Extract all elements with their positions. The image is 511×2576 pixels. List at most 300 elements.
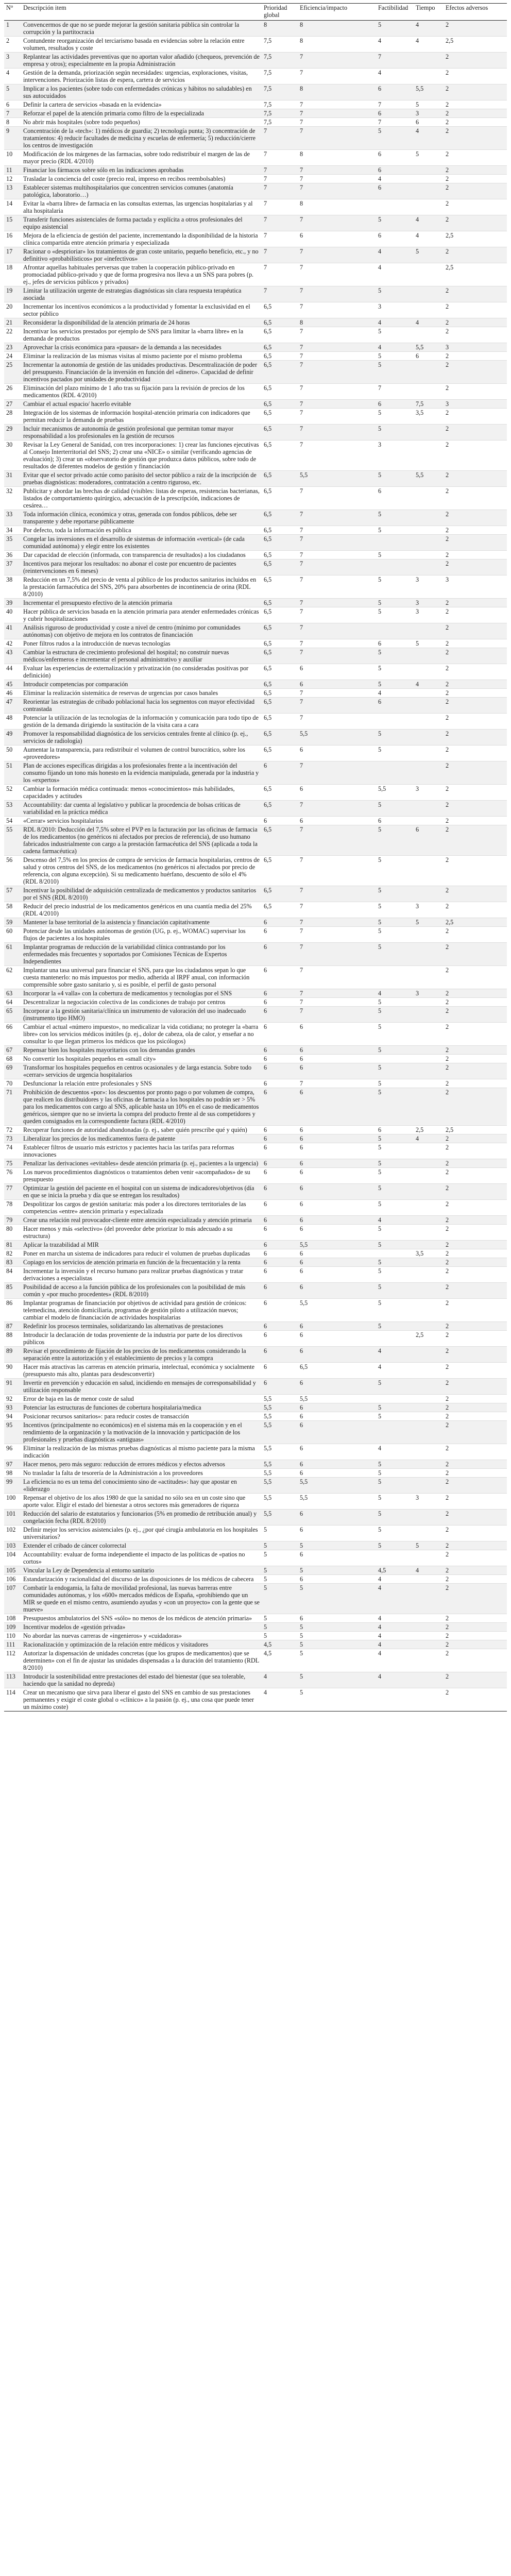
cell-adverse-effects: 2,5 bbox=[444, 918, 507, 927]
cell-description: Accountability: evaluar de forma independiente el impacto de las políticas de «patios no cortos» bbox=[21, 1550, 262, 1566]
table-row bbox=[4, 1143, 507, 1159]
cell-time bbox=[414, 286, 444, 302]
cell-number: 63 bbox=[4, 989, 21, 998]
cell-description: Hacer menos, pero más seguro: reducción de errores médicos y efectos adversos bbox=[21, 1460, 262, 1469]
cell-time bbox=[414, 425, 444, 440]
table-row bbox=[4, 560, 507, 575]
cell-description: Incorporar a la gestión sanitaria/clínica un instrumento de valoración del uso inadecuado (instrumento tipo HMO) bbox=[21, 1007, 262, 1023]
cell-efficiency: 8 bbox=[298, 37, 376, 53]
cell-adverse-effects: 2 bbox=[444, 664, 507, 680]
cell-number: 47 bbox=[4, 698, 21, 714]
cell-adverse-effects: 2 bbox=[444, 1395, 507, 1403]
cell-number: 64 bbox=[4, 998, 21, 1007]
cell-description: Definir mejor los servicios asistenciales (p. ej., ¿por qué cirugía ambulatoria en los hospitales universitarios? bbox=[21, 1526, 262, 1541]
cell-time: 3 bbox=[414, 1494, 444, 1510]
cell-time bbox=[414, 1079, 444, 1088]
table-row bbox=[4, 487, 507, 510]
cell-time bbox=[414, 1623, 444, 1632]
cell-efficiency: 7 bbox=[298, 607, 376, 623]
cell-priority: 6,5 bbox=[262, 745, 298, 761]
cell-time bbox=[414, 1632, 444, 1640]
table-row bbox=[4, 698, 507, 714]
table-row bbox=[4, 1267, 507, 1283]
cell-description: Crear una relación real provocador-cliente entre atención especializada y atención primaria bbox=[21, 1216, 262, 1225]
cell-number: 111 bbox=[4, 1640, 21, 1649]
cell-description: Implicar a los pacientes (sobre todo con enfermedades crónicas y hábitos no saludables) en sus autocuidados bbox=[21, 84, 262, 100]
cell-time bbox=[414, 1258, 444, 1267]
cell-time bbox=[414, 689, 444, 698]
cell-efficiency: 7 bbox=[298, 689, 376, 698]
cell-time bbox=[414, 1421, 444, 1444]
cell-adverse-effects: 2 bbox=[444, 286, 507, 302]
cell-adverse-effects: 2 bbox=[444, 175, 507, 183]
cell-feasibility: 4 bbox=[376, 1614, 414, 1623]
cell-adverse-effects: 2 bbox=[444, 1460, 507, 1469]
table-row bbox=[4, 526, 507, 535]
cell-description: Análisis riguroso de productividad y coste a nivel de centro (mínimo por comunidades autónomas) con objetivo de mejora en los contratos de financiación bbox=[21, 623, 262, 639]
cell-efficiency: 6 bbox=[298, 785, 376, 801]
table-row bbox=[4, 1046, 507, 1055]
cell-priority: 5,5 bbox=[262, 1478, 298, 1494]
cell-feasibility bbox=[376, 1331, 414, 1347]
cell-adverse-effects: 2 bbox=[444, 825, 507, 856]
cell-feasibility: 5 bbox=[376, 361, 414, 384]
table-row bbox=[4, 785, 507, 801]
cell-number: 58 bbox=[4, 902, 21, 918]
cell-description: Racionalización y optimización de la relación entre médicos y visitadores bbox=[21, 1640, 262, 1649]
cell-feasibility: 5 bbox=[376, 1283, 414, 1299]
cell-efficiency: 7 bbox=[298, 966, 376, 989]
table-row bbox=[4, 1063, 507, 1079]
table-row bbox=[4, 1395, 507, 1403]
cell-description: Introducir la sostenibilidad entre prestaciones del estado del bienestar (que sea tolerable, haciendo que la sanidad no depreda) bbox=[21, 1672, 262, 1688]
cell-time bbox=[414, 998, 444, 1007]
cell-adverse-effects: 2 bbox=[444, 21, 507, 37]
cell-description: Establecer sistemas multihospitalarios que concentren servicios comunes (anatomía patológica, laboratorio…) bbox=[21, 183, 262, 199]
cell-time: 4 bbox=[414, 318, 444, 327]
cell-description: Mejora de la eficiencia de gestión del paciente, incrementando la disponibilidad de la historia clínica compartida entre atención primaria y especializada bbox=[21, 231, 262, 247]
cell-efficiency: 6 bbox=[298, 680, 376, 689]
cell-priority: 6,5 bbox=[262, 526, 298, 535]
cell-efficiency: 7 bbox=[298, 918, 376, 927]
cell-description: Extender el cribado de cáncer colorrectal bbox=[21, 1541, 262, 1550]
cell-number: 3 bbox=[4, 53, 21, 69]
cell-description: Posibilidad de acceso a la función pública de los profesionales con la posibilidad de más común y «por mucho procedentes» (RDL 8/2010) bbox=[21, 1283, 262, 1299]
cell-description: Introducir competencias por comparación bbox=[21, 680, 262, 689]
cell-priority: 6,5 bbox=[262, 400, 298, 409]
cell-description: No trasladar la falta de tesorería de la Administración a los proveedores bbox=[21, 1469, 262, 1478]
cell-time bbox=[414, 1283, 444, 1299]
cell-time: 3 bbox=[414, 607, 444, 623]
cell-efficiency: 7 bbox=[298, 761, 376, 785]
cell-time: 6 bbox=[414, 352, 444, 361]
cell-adverse-effects: 2 bbox=[444, 785, 507, 801]
cell-efficiency: 6 bbox=[298, 1469, 376, 1478]
cell-number: 103 bbox=[4, 1541, 21, 1550]
cell-efficiency: 6 bbox=[298, 1159, 376, 1168]
cell-priority: 6,5 bbox=[262, 801, 298, 817]
cell-number: 42 bbox=[4, 639, 21, 648]
cell-feasibility: 5 bbox=[376, 943, 414, 966]
cell-description: Hacer menos y más «selectivo» (del proveedor debe priorizar lo más adecuado a su estructura) bbox=[21, 1225, 262, 1241]
cell-time bbox=[414, 1460, 444, 1469]
cell-number: 25 bbox=[4, 361, 21, 384]
cell-time bbox=[414, 817, 444, 825]
cell-number: 29 bbox=[4, 425, 21, 440]
table-row bbox=[4, 1575, 507, 1584]
cell-feasibility: 5 bbox=[376, 510, 414, 526]
cell-efficiency: 7 bbox=[298, 714, 376, 730]
cell-number: 87 bbox=[4, 1322, 21, 1331]
cell-efficiency: 6 bbox=[298, 1403, 376, 1412]
table-row bbox=[4, 1379, 507, 1395]
cell-description: Poner en marcha un sistema de indicadores para reducir el volumen de pruebas duplicadas bbox=[21, 1249, 262, 1258]
table-row bbox=[4, 1168, 507, 1184]
cell-time bbox=[414, 263, 444, 286]
cell-number: 22 bbox=[4, 327, 21, 343]
cell-feasibility: 6 bbox=[376, 817, 414, 825]
cell-priority: 6,5 bbox=[262, 599, 298, 607]
cell-adverse-effects: 2 bbox=[444, 247, 507, 263]
table-row bbox=[4, 902, 507, 918]
cell-priority: 6,5 bbox=[262, 825, 298, 856]
cell-efficiency: 7 bbox=[298, 183, 376, 199]
cell-time: 5 bbox=[414, 150, 444, 166]
cell-time bbox=[414, 1267, 444, 1283]
cell-priority: 8 bbox=[262, 21, 298, 37]
cell-priority: 5 bbox=[262, 1526, 298, 1541]
cell-adverse-effects: 2 bbox=[444, 535, 507, 551]
cell-description: Financiar los fármacos sobre sólo en las indicaciones aprobadas bbox=[21, 166, 262, 175]
cell-adverse-effects: 2 bbox=[444, 1614, 507, 1623]
cell-description: Transformar los hospitales pequeños en centros ocasionales y de larga estancia. Sobre todo «cerrar» servicios de urgencia hospitalarios bbox=[21, 1063, 262, 1079]
cell-efficiency: 6 bbox=[298, 1249, 376, 1258]
cell-time: 5,5 bbox=[414, 343, 444, 352]
cell-priority: 6,5 bbox=[262, 384, 298, 400]
cell-description: Replantear las actividades preventivas que no aportan valor añadido (chequeos, prevención de empresa y otros); especialmente en la propia Administración bbox=[21, 53, 262, 69]
cell-description: Toda información clínica, económica y otras, generada con fondos públicos, debe ser transparente y debe reportarse públicamente bbox=[21, 510, 262, 526]
cell-priority: 6 bbox=[262, 1241, 298, 1249]
cell-number: 95 bbox=[4, 1421, 21, 1444]
cell-time bbox=[414, 1640, 444, 1649]
cell-adverse-effects: 2 bbox=[444, 318, 507, 327]
cell-number: 76 bbox=[4, 1168, 21, 1184]
table-row bbox=[4, 343, 507, 352]
cell-adverse-effects: 2 bbox=[444, 856, 507, 886]
cell-time: 5 bbox=[414, 247, 444, 263]
cell-description: Convencermos de que no se puede mejorar la gestión sanitaria pública sin controlar la corrupción y la partitocracia bbox=[21, 21, 262, 37]
cell-adverse-effects: 2,5 bbox=[444, 263, 507, 286]
cell-feasibility: 4 bbox=[376, 1575, 414, 1584]
cell-time: 5 bbox=[414, 639, 444, 648]
cell-efficiency: 5,5 bbox=[298, 730, 376, 745]
cell-priority: 6 bbox=[262, 1331, 298, 1347]
cell-efficiency: 6 bbox=[298, 1063, 376, 1079]
cell-number: 56 bbox=[4, 856, 21, 886]
cell-number: 67 bbox=[4, 1046, 21, 1055]
cell-feasibility bbox=[376, 1055, 414, 1063]
cell-efficiency: 7 bbox=[298, 526, 376, 535]
cell-priority: 6,5 bbox=[262, 343, 298, 352]
cell-feasibility: 5 bbox=[376, 1494, 414, 1510]
table-row bbox=[4, 1478, 507, 1494]
cell-priority: 6,5 bbox=[262, 471, 298, 487]
cell-priority: 6,5 bbox=[262, 886, 298, 902]
cell-number: 44 bbox=[4, 664, 21, 680]
cell-time: 4 bbox=[414, 127, 444, 150]
cell-time bbox=[414, 1510, 444, 1526]
cell-description: Eliminar la realización de las mismas pruebas diagnósticas al mismo paciente para la misma indicación bbox=[21, 1444, 262, 1460]
cell-priority: 7,5 bbox=[262, 84, 298, 100]
cell-time: 3 bbox=[414, 902, 444, 918]
cell-efficiency: 5 bbox=[298, 1566, 376, 1575]
table-row bbox=[4, 599, 507, 607]
cell-description: Reforzar el papel de la atención primaria como filtro de la especializada bbox=[21, 109, 262, 118]
table-row bbox=[4, 680, 507, 689]
cell-time bbox=[414, 384, 444, 400]
cell-number: 100 bbox=[4, 1494, 21, 1510]
cell-description: Autorizar la dispensación de unidades concretas (que los grupos de medicamentos) que se determinen» con el fin de ajustar las unidades dispensadas a la duración del tratamiento (RDL 8/2010) bbox=[21, 1649, 262, 1672]
cell-number: 74 bbox=[4, 1143, 21, 1159]
cell-priority: 6,5 bbox=[262, 698, 298, 714]
cell-priority: 6,5 bbox=[262, 680, 298, 689]
cell-efficiency: 6 bbox=[298, 1267, 376, 1283]
cell-priority: 7,5 bbox=[262, 53, 298, 69]
cell-adverse-effects: 2 bbox=[444, 1632, 507, 1640]
cell-description: Repensar el objetivo de los años 1980 de que la sanidad no sólo sea en un coste sino que aporte valor. Eligir el estado del bienestar a otros sectores más generadores de riqueza bbox=[21, 1494, 262, 1510]
table-row bbox=[4, 1640, 507, 1649]
cell-efficiency: 7 bbox=[298, 535, 376, 551]
table-row bbox=[4, 943, 507, 966]
cell-feasibility: 4 bbox=[376, 343, 414, 352]
table-row bbox=[4, 318, 507, 327]
cell-time bbox=[414, 1168, 444, 1184]
cell-number: 59 bbox=[4, 918, 21, 927]
cell-priority: 6,5 bbox=[262, 648, 298, 664]
cell-adverse-effects: 2 bbox=[444, 302, 507, 318]
cell-priority: 6 bbox=[262, 1347, 298, 1363]
cell-time bbox=[414, 623, 444, 639]
cell-description: Hacer más atractivas las carreras en atención primaria, intelectual, económica y socialmente (presupuesto más alto, plantas para desdesconvertir) bbox=[21, 1363, 262, 1379]
cell-number: 33 bbox=[4, 510, 21, 526]
cell-number: 94 bbox=[4, 1412, 21, 1421]
cell-number: 70 bbox=[4, 1079, 21, 1088]
cell-efficiency: 6 bbox=[298, 1379, 376, 1395]
cell-feasibility: 5 bbox=[376, 1478, 414, 1494]
cell-efficiency: 7 bbox=[298, 639, 376, 648]
table-row bbox=[4, 575, 507, 599]
header-time: Tiempo bbox=[414, 4, 444, 21]
cell-description: «Cerrar» servicios hospitalarios bbox=[21, 817, 262, 825]
cell-adverse-effects: 2 bbox=[444, 1184, 507, 1200]
cell-time bbox=[414, 1225, 444, 1241]
cell-feasibility: 5 bbox=[376, 1299, 414, 1322]
cell-adverse-effects: 2 bbox=[444, 714, 507, 730]
cell-feasibility: 5 bbox=[376, 1322, 414, 1331]
cell-adverse-effects: 2 bbox=[444, 109, 507, 118]
cell-time bbox=[414, 1241, 444, 1249]
cell-feasibility: 6 bbox=[376, 639, 414, 648]
cell-adverse-effects: 2 bbox=[444, 215, 507, 231]
cell-efficiency: 7 bbox=[298, 286, 376, 302]
cell-efficiency: 7 bbox=[298, 263, 376, 286]
cell-efficiency: 6 bbox=[298, 1444, 376, 1460]
table-row bbox=[4, 21, 507, 37]
cell-efficiency: 6 bbox=[298, 1055, 376, 1063]
cell-priority: 7,5 bbox=[262, 37, 298, 53]
table-row bbox=[4, 166, 507, 175]
cell-number: 86 bbox=[4, 1299, 21, 1322]
cell-priority: 6,5 bbox=[262, 440, 298, 471]
cell-priority: 6,5 bbox=[262, 425, 298, 440]
table-row bbox=[4, 1225, 507, 1241]
table-row bbox=[4, 1023, 507, 1046]
cell-feasibility: 5 bbox=[376, 745, 414, 761]
cell-number: 106 bbox=[4, 1575, 21, 1584]
cell-efficiency: 5 bbox=[298, 1623, 376, 1632]
cell-adverse-effects: 2 bbox=[444, 817, 507, 825]
cell-feasibility: 6 bbox=[376, 84, 414, 100]
cell-description: Liberalizar los precios de los medicamentos fuera de patente bbox=[21, 1134, 262, 1143]
cell-feasibility: 5 bbox=[376, 801, 414, 817]
cell-feasibility: 5 bbox=[376, 607, 414, 623]
cell-feasibility: 5 bbox=[376, 1007, 414, 1023]
cell-adverse-effects: 2 bbox=[444, 801, 507, 817]
cell-number: 16 bbox=[4, 231, 21, 247]
cell-number: 14 bbox=[4, 199, 21, 215]
cell-efficiency: 5,5 bbox=[298, 1241, 376, 1249]
cell-adverse-effects: 2,5 bbox=[444, 231, 507, 247]
cell-priority: 5 bbox=[262, 1614, 298, 1623]
cell-time bbox=[414, 886, 444, 902]
cell-description: Contundente reorganización del terciarismo basada en evidencias sobre la relación entre volumen, resultados y coste bbox=[21, 37, 262, 53]
cell-time bbox=[414, 560, 444, 575]
cell-priority: 7 bbox=[262, 150, 298, 166]
cell-feasibility: 5 bbox=[376, 471, 414, 487]
table-row bbox=[4, 384, 507, 400]
cell-adverse-effects: 2 bbox=[444, 1478, 507, 1494]
cell-priority: 6 bbox=[262, 943, 298, 966]
cell-efficiency: 5,5 bbox=[298, 1478, 376, 1494]
cell-number: 37 bbox=[4, 560, 21, 575]
cell-description: Introducir la declaración de todas proveniente de la industria por parte de los directivos públicos bbox=[21, 1331, 262, 1347]
cell-adverse-effects: 2,5 bbox=[444, 37, 507, 53]
table-row bbox=[4, 263, 507, 286]
cell-number: 78 bbox=[4, 1200, 21, 1216]
cell-adverse-effects: 2 bbox=[444, 1347, 507, 1363]
cell-efficiency: 7 bbox=[298, 343, 376, 352]
cell-feasibility: 5 bbox=[376, 1267, 414, 1283]
cell-description: Racionar o «desprioriar» los tratamientos de gran coste unitario, pequeño beneficio, etc., y no definitivo «probabilísticos» por «inefectivos» bbox=[21, 247, 262, 263]
cell-time: 3 bbox=[414, 989, 444, 998]
cell-adverse-effects: 2 bbox=[444, 730, 507, 745]
cell-priority: 6,5 bbox=[262, 785, 298, 801]
cell-feasibility: 4 bbox=[376, 1640, 414, 1649]
cell-feasibility bbox=[376, 535, 414, 551]
cell-adverse-effects: 2 bbox=[444, 440, 507, 471]
cell-efficiency: 7 bbox=[298, 425, 376, 440]
cell-time bbox=[414, 1672, 444, 1688]
cell-number: 45 bbox=[4, 680, 21, 689]
cell-description: Optimizar la gestión del paciente en el hospital con un sistema de indicadores/objetivos (día en que se inicia la prueba y día que se entregan los resultados) bbox=[21, 1184, 262, 1200]
table-row bbox=[4, 1460, 507, 1469]
cell-time: 3 bbox=[414, 109, 444, 118]
cell-number: 113 bbox=[4, 1672, 21, 1688]
cell-feasibility bbox=[376, 1550, 414, 1566]
cell-feasibility: 5 bbox=[376, 575, 414, 599]
cell-adverse-effects: 2 bbox=[444, 886, 507, 902]
cell-time bbox=[414, 1469, 444, 1478]
cell-feasibility: 5 bbox=[376, 1510, 414, 1526]
cell-priority: 6 bbox=[262, 989, 298, 998]
cell-time: 4 bbox=[414, 215, 444, 231]
cell-number: 85 bbox=[4, 1283, 21, 1299]
cell-feasibility: 6 bbox=[376, 231, 414, 247]
cell-description: Incorporar la «4 valla» con la cobertura de medicamentos y tecnologías por el SNS bbox=[21, 989, 262, 998]
cell-efficiency: 8 bbox=[298, 318, 376, 327]
cell-priority: 6,5 bbox=[262, 409, 298, 425]
cell-efficiency: 7 bbox=[298, 440, 376, 471]
cell-time bbox=[414, 526, 444, 535]
table-row bbox=[4, 1403, 507, 1412]
cell-feasibility: 5 bbox=[376, 1258, 414, 1267]
cell-feasibility: 5 bbox=[376, 526, 414, 535]
cell-feasibility: 5,5 bbox=[376, 785, 414, 801]
table-row bbox=[4, 1258, 507, 1267]
cell-priority: 6,5 bbox=[262, 575, 298, 599]
cell-adverse-effects: 3 bbox=[444, 575, 507, 599]
cell-number: 34 bbox=[4, 526, 21, 535]
cell-efficiency: 6 bbox=[298, 1023, 376, 1046]
cell-time bbox=[414, 1412, 444, 1421]
cell-efficiency: 5 bbox=[298, 1541, 376, 1550]
cell-number: 88 bbox=[4, 1331, 21, 1347]
cell-number: 26 bbox=[4, 384, 21, 400]
cell-adverse-effects: 2 bbox=[444, 409, 507, 425]
cell-efficiency: 7 bbox=[298, 361, 376, 384]
cell-efficiency: 6,5 bbox=[298, 1363, 376, 1379]
table-body bbox=[4, 21, 507, 1711]
cell-time bbox=[414, 927, 444, 943]
cell-feasibility bbox=[376, 623, 414, 639]
cell-feasibility: 4 bbox=[376, 1584, 414, 1614]
table-row bbox=[4, 286, 507, 302]
cell-description: Revisar la Ley General de Sanidad, con tres incorporaciones: 1) crear las funciones ejecutivas al Consejo Interterritorial del SNS; 2) crear una «NICE» o similar (verificando agencias de evaluación); 3) crear un «observatorio de gestión que produzca datos públicos, sobre todo de resultados de diferentes modelos de gestión y financiación bbox=[21, 440, 262, 471]
cell-priority: 5,5 bbox=[262, 1403, 298, 1412]
cell-feasibility: 3 bbox=[376, 302, 414, 318]
table-row bbox=[4, 37, 507, 53]
cell-feasibility: 4 bbox=[376, 989, 414, 998]
cell-feasibility: 5 bbox=[376, 1046, 414, 1055]
table-row bbox=[4, 648, 507, 664]
cell-adverse-effects: 2 bbox=[444, 1331, 507, 1347]
cell-adverse-effects: 2 bbox=[444, 761, 507, 785]
cell-time bbox=[414, 1584, 444, 1614]
cell-priority: 6 bbox=[262, 1283, 298, 1299]
cell-priority: 7 bbox=[262, 183, 298, 199]
cell-priority: 5,5 bbox=[262, 1444, 298, 1460]
cell-number: 48 bbox=[4, 714, 21, 730]
cell-feasibility: 4 bbox=[376, 1632, 414, 1640]
cell-feasibility: 4 bbox=[376, 175, 414, 183]
cell-number: 35 bbox=[4, 535, 21, 551]
cell-priority: 6,5 bbox=[262, 560, 298, 575]
cell-feasibility: 4 bbox=[376, 37, 414, 53]
cell-number: 6 bbox=[4, 100, 21, 109]
cell-priority: 6,5 bbox=[262, 535, 298, 551]
cell-description: Implantar programas de financiación por objetivos de actividad para gestión de crónicos: telemedicina, atención domiciliaria, programas de gestión piloto a utilización nuevos; cambiar el modelo de financiación de actividades hospitalarias bbox=[21, 1299, 262, 1322]
cell-description: Modificación de los márgenes de las farmacias, sobre todo redistribuir el margen de las de mayor precio (RDL 4/2010) bbox=[21, 150, 262, 166]
